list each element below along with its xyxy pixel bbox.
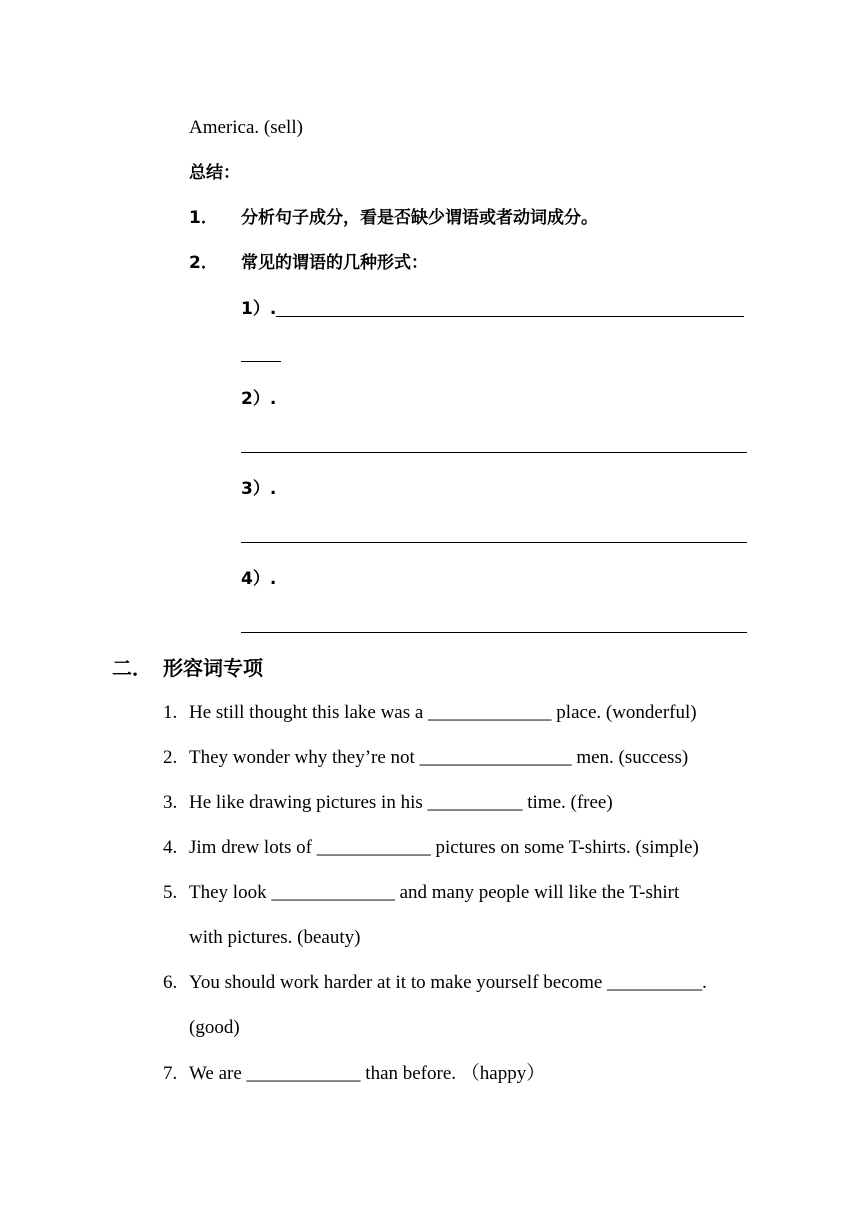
exercise-number: 6.: [163, 972, 178, 993]
exercise-text: They look _____________ and many people will like the T-shirt: [189, 882, 680, 903]
exercise-text: We are ____________ than before. （happy）: [189, 1063, 546, 1084]
form-label: 1）.: [241, 299, 277, 319]
answer-blank-line: [241, 361, 281, 362]
exercise-text: He like drawing pictures in his __________ time. (free): [189, 792, 613, 813]
summary-point-text: 常见的谓语的几种形式：: [241, 253, 428, 273]
exercise-text: They wonder why they’re not ________________ men. (success): [189, 747, 689, 768]
summary-point-number: 1．: [189, 208, 218, 228]
exercise-number: 3.: [163, 792, 178, 813]
exercise-number: 5.: [163, 882, 178, 903]
answer-blank-line: [241, 452, 747, 453]
exercise-number: 2.: [163, 747, 178, 768]
exercise-text-continuation: (good): [189, 1017, 240, 1038]
exercise-text-continuation: with pictures. (beauty): [189, 927, 361, 948]
form-label: 2）.: [241, 389, 277, 409]
exercise-number: 7.: [163, 1063, 178, 1084]
summary-point-text: 分析句子成分，看是否缺少谓语或者动词成分。: [241, 208, 598, 228]
form-label: 3）.: [241, 479, 277, 499]
exercise-text: Jim drew lots of ____________ pictures on some T-shirts. (simple): [189, 837, 699, 858]
exercise-text: He still thought this lake was a _____________ place. (wonderful): [189, 702, 697, 723]
form-label: 4）.: [241, 569, 277, 589]
answer-blank-line: [276, 316, 744, 317]
section-number: 二．: [112, 656, 152, 680]
summary-point-number: 2．: [189, 253, 218, 273]
continuation-line: America. (sell): [189, 117, 303, 138]
answer-blank-line: [241, 542, 747, 543]
exercise-text: You should work harder at it to make yourself become __________.: [189, 972, 707, 993]
section-title: 形容词专项: [163, 656, 263, 680]
summary-label: 总结：: [189, 163, 240, 183]
exercise-number: 4.: [163, 837, 178, 858]
exercise-number: 1.: [163, 702, 178, 723]
answer-blank-line: [241, 632, 747, 633]
